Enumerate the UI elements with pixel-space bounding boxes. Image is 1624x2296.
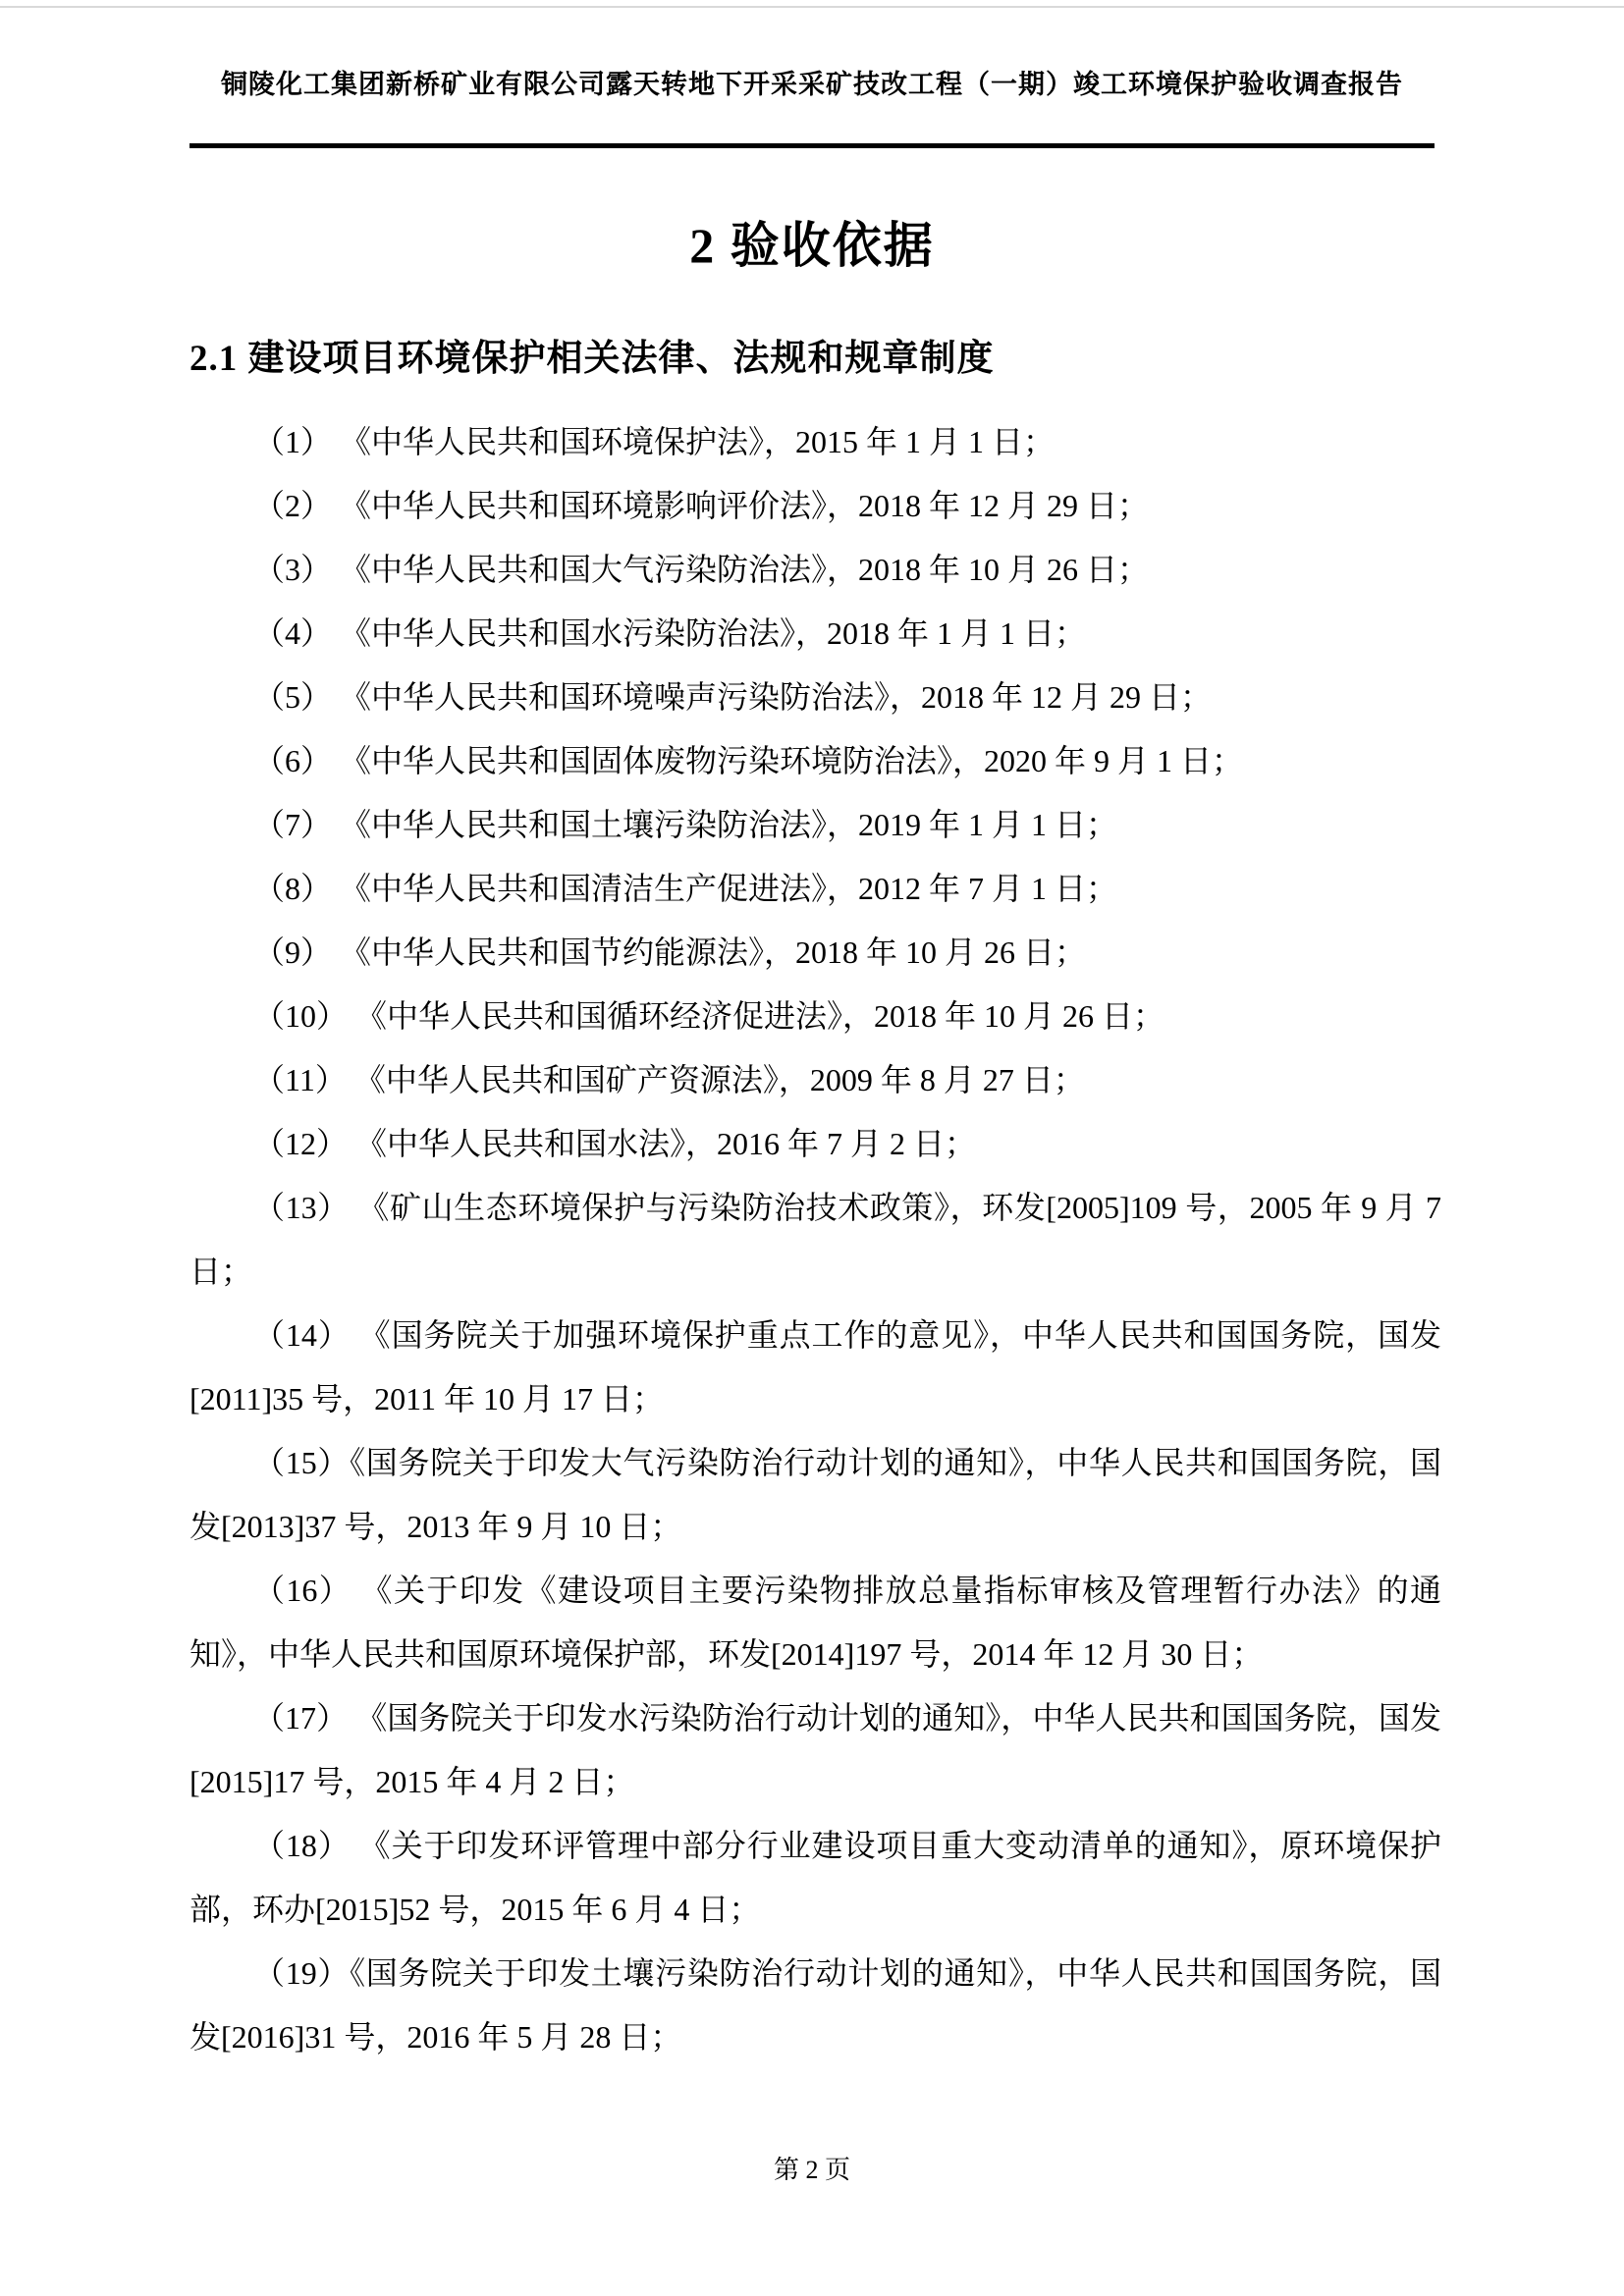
list-item-11: （11） 《中华人民共和国矿产资源法》，2009 年 8 月 27 日； <box>253 1062 1085 1097</box>
section-heading: 2.1 建设项目环境保护相关法律、法规和规章制度 <box>189 339 995 379</box>
list-item-8: （8） 《中华人民共和国清洁生产促进法》，2012 年 7 月 1 日； <box>253 871 1118 906</box>
list-item-16: （16） 《关于印发《建设项目主要污染物排放总量指标审核及管理暂行办法》的通知》，中华人民共和国原环境保护部，环发[2014]197 号，2014 年 12 月 30 日； <box>189 1573 1441 1672</box>
list-item-9: （9） 《中华人民共和国节约能源法》，2018 年 10 月 26 日； <box>253 934 1087 970</box>
list-item-5: （5） 《中华人民共和国环境噪声污染防治法》，2018 年 12 月 29 日； <box>253 679 1213 715</box>
list-item-4: （4） 《中华人民共和国水污染防治法》，2018 年 1 月 1 日； <box>253 615 1087 651</box>
list-item-19: （19）《国务院关于印发土壤污染防治行动计划的通知》，中华人民共和国国务院，国发[2016]31 号，2016 年 5 月 28 日； <box>189 1955 1441 2055</box>
header-rule <box>189 143 1435 148</box>
list-item-1: （1） 《中华人民共和国环境保护法》，2015 年 1 月 1 日； <box>253 424 1056 459</box>
list-item-6: （6） 《中华人民共和国固体废物污染环境防治法》，2020 年 9 月 1 日； <box>253 743 1244 778</box>
list-item-7: （7） 《中华人民共和国土壤污染防治法》，2019 年 1 月 1 日； <box>253 807 1118 842</box>
list-item-13: （13） 《矿山生态环境保护与污染防治技术政策》，环发[2005]109 号，2005 年 9 月 7 日； <box>189 1190 1441 1289</box>
list-item-15: （15）《国务院关于印发大气污染防治行动计划的通知》，中华人民共和国国务院，国发[2013]37 号，2013 年 9 月 10 日； <box>189 1445 1441 1544</box>
running-header: 铜陵化工集团新桥矿业有限公司露天转地下开采采矿技改工程（一期）竣工环境保护验收调查报告 <box>221 70 1403 99</box>
list-item-12: （12） 《中华人民共和国水法》，2016 年 7 月 2 日； <box>253 1126 977 1161</box>
page-number: 第 2 页 <box>773 2156 850 2184</box>
list-item-17: （17） 《国务院关于印发水污染防治行动计划的通知》，中华人民共和国国务院，国发[2015]17 号，2015 年 4 月 2 日； <box>189 1700 1441 1799</box>
page-top-border <box>0 6 1624 8</box>
list-item-18: （18） 《关于印发环评管理中部分行业建设项目重大变动清单的通知》，原环境保护部，环办[2015]52 号，2015 年 6 月 4 日； <box>189 1828 1441 1927</box>
list-item-3: （3） 《中华人民共和国大气污染防治法》，2018 年 10 月 26 日； <box>253 552 1150 587</box>
list-item-2: （2） 《中华人民共和国环境影响评价法》，2018 年 12 月 29 日； <box>253 488 1150 523</box>
legal-reference-list <box>189 410 1441 2069</box>
chapter-title: 2 验收依据 <box>689 218 935 273</box>
list-item-10: （10） 《中华人民共和国循环经济促进法》，2018 年 10 月 26 日； <box>253 998 1165 1034</box>
list-item-14: （14） 《国务院关于加强环境保护重点工作的意见》，中华人民共和国国务院，国发[2011]35 号，2011 年 10 月 17 日； <box>189 1317 1441 1416</box>
